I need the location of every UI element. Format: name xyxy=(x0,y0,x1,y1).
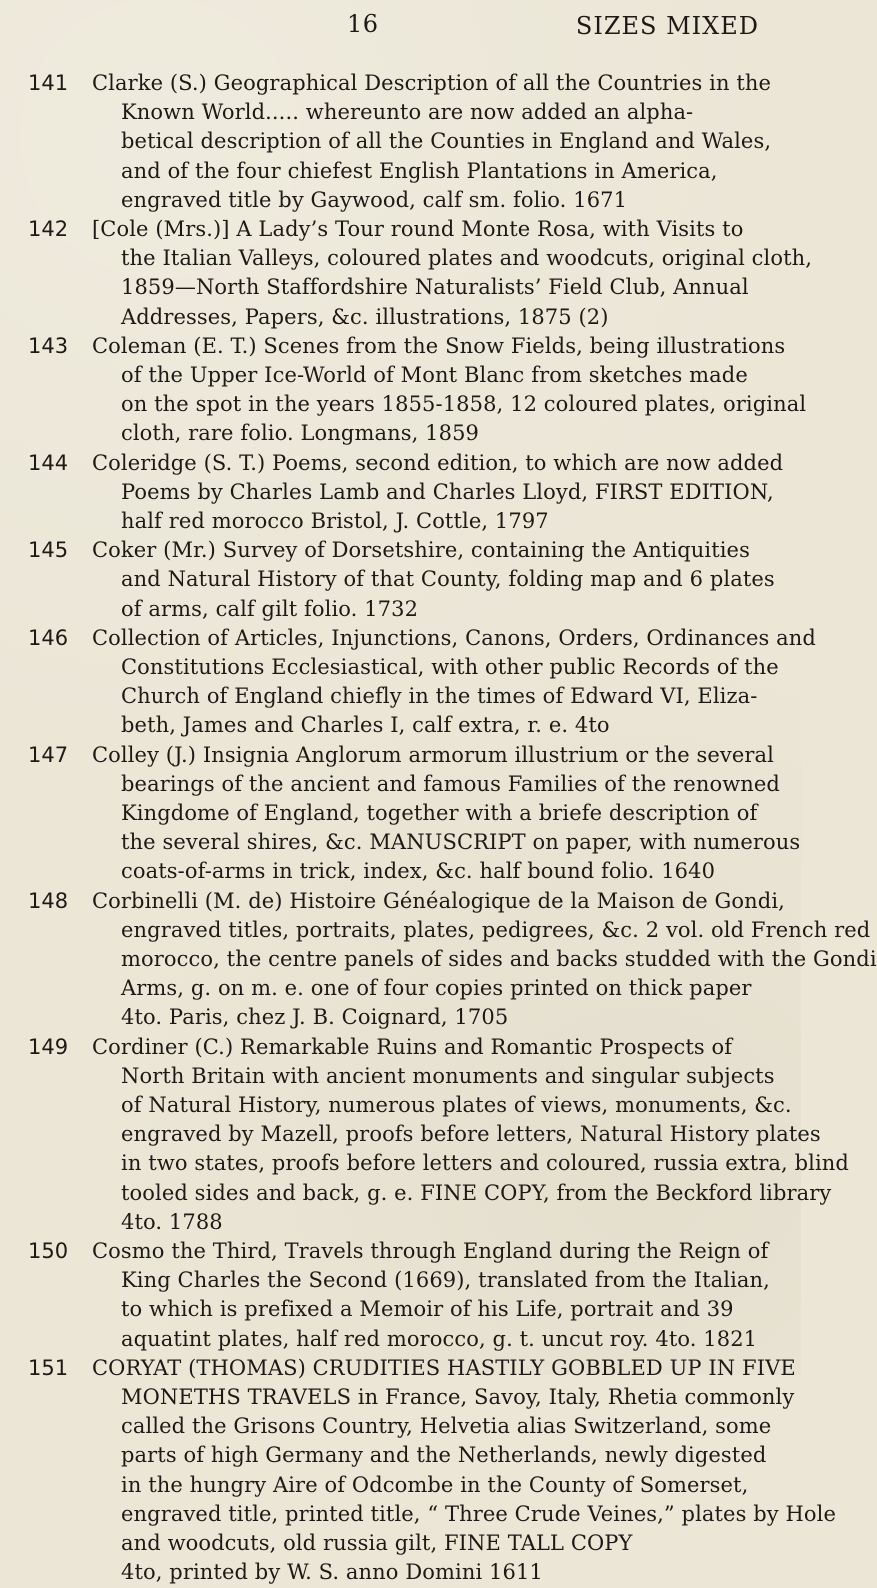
entry-line: 4to. Paris, chez J. B. Coignard, 1705 xyxy=(121,1005,509,1030)
entry-line: [Cole (Mrs.)] A Lady’s Tour round Monte Rosa, with Visits to xyxy=(92,217,744,241)
entry-line: Coleridge (S. T.) Poems, second edition, to which are now added xyxy=(92,450,784,475)
entry-line: Poems by Charles Lamb and Charles Lloyd, FIRST EDITION, xyxy=(121,479,774,504)
entry-number: 146 xyxy=(28,625,69,650)
entry-line: of the Upper Ice-World of Mont Blanc from sketches made xyxy=(121,362,748,387)
entry-number: 147 xyxy=(28,742,69,767)
entry-line: Collection of Articles, Injunctions, Canons, Orders, Ordinances and xyxy=(92,625,816,650)
entry-line: in the hungry Aire of Odcombe in the County of Somerset, xyxy=(121,1472,749,1497)
catalogue-entry xyxy=(0,1238,801,1355)
entry-line: bearings of the ancient and famous Families of the renowned xyxy=(121,771,780,796)
catalogue-entry xyxy=(0,333,807,450)
entry-line: Kingdome of England, together with a briefe description of xyxy=(121,800,758,825)
entry-line: beth, James and Charles I, calf extra, r. e. 4to xyxy=(121,713,610,738)
entry-line: and woodcuts, old russia gilt, FINE TALL COPY xyxy=(121,1530,633,1555)
entry-line: Coleman (E. T.) Scenes from the Snow Fields, being illustrations xyxy=(92,333,786,358)
entry-line: tooled sides and back, g. e. FINE COPY, from the Beckford library xyxy=(121,1180,832,1205)
entry-line: aquatint plates, half red morocco, g. t. uncut roy. 4to. 1821 xyxy=(121,1326,758,1351)
entry-line: Cordiner (C.) Remarkable Ruins and Romantic Prospects of xyxy=(92,1034,733,1059)
entry-line: Known World..... whereunto are now added an alpha- xyxy=(121,100,694,125)
entry-number: 143 xyxy=(28,333,69,358)
entry-line: Corbinelli (M. de) Histoire Généalogique de la Maison de Gondi, xyxy=(92,888,785,913)
catalogue-entry xyxy=(0,888,877,1034)
entry-line: 4to. 1788 xyxy=(121,1209,223,1234)
entry-line: engraved titles, portraits, plates, pedigrees, &c. 2 vol. old French red xyxy=(121,917,871,942)
catalogue-entry xyxy=(0,1034,849,1238)
entry-line: of Natural History, numerous plates of views, monuments, &c. xyxy=(121,1092,792,1117)
catalogue-entry xyxy=(0,216,813,333)
entry-line: coats-of-arms in trick, index, &c. half bound folio. 1640 xyxy=(121,859,716,884)
entry-line: called the Grisons Country, Helvetia alias Switzerland, some xyxy=(121,1414,772,1439)
entry-line: half red morocco Bristol, J. Cottle, 1797 xyxy=(121,508,549,533)
catalogue-entry xyxy=(0,1355,837,1588)
entry-line: Arms, g. on m. e. one of four copies printed on thick paper xyxy=(121,976,752,1001)
entry-number: 141 xyxy=(28,71,69,95)
entry-number: 144 xyxy=(28,450,69,475)
entry-line: the several shires, &c. MANUSCRIPT on paper, with numerous xyxy=(121,830,801,855)
entry-line: Colley (J.) Insignia Anglorum armorum illustrium or the several xyxy=(92,742,774,767)
entry-line: the Italian Valleys, coloured plates and woodcuts, original cloth, xyxy=(121,246,813,271)
entry-line: Addresses, Papers, &c. illustrations, 1875 (2) xyxy=(121,304,609,329)
entry-line: morocco, the centre panels of sides and backs studded with the Gondi xyxy=(121,946,877,971)
running-head: SIZES MIXED xyxy=(575,12,759,40)
entry-line: in two states, proofs before letters and coloured, russia extra, blind xyxy=(121,1151,849,1176)
entry-line: engraved title, printed title, “ Three Crude Veines,” plates by Hole xyxy=(121,1501,837,1526)
entry-line: Constitutions Ecclesiastical, with other public Records of the xyxy=(121,654,779,679)
entry-line: Coker (Mr.) Survey of Dorsetshire, containing the Antiquities xyxy=(92,538,750,563)
entry-line: betical description of all the Counties in England and Wales, xyxy=(121,129,772,154)
entry-line: and Natural History of that County, folding map and 6 plates xyxy=(121,567,775,592)
entry-line: cloth, rare folio. Longmans, 1859 xyxy=(121,421,479,446)
entry-line: Clarke (S.) Geographical Description of all the Countries in the xyxy=(92,71,772,95)
catalogue-entry xyxy=(0,625,816,742)
entry-line: CORYAT (THOMAS) CRUDITIES HASTILY GOBBLED UP IN FIVE xyxy=(92,1355,796,1380)
entry-line: parts of high Germany and the Netherlands, newly digested xyxy=(121,1443,767,1468)
entry-number: 151 xyxy=(28,1355,69,1380)
entry-line: Church of England chiefly in the times of Edward VI, Eliza- xyxy=(121,684,758,709)
entry-number: 148 xyxy=(28,888,69,913)
entry-number: 150 xyxy=(28,1239,69,1263)
entry-number: 145 xyxy=(28,538,69,563)
entry-line: on the spot in the years 1855-1858, 12 coloured plates, original xyxy=(121,392,807,417)
entry-line: King Charles the Second (1669), translated from the Italian, xyxy=(121,1268,770,1293)
catalogue-entry xyxy=(0,450,801,538)
entry-line: to which is prefixed a Memoir of his Life, portrait and 39 xyxy=(121,1297,734,1322)
entry-line: of arms, calf gilt folio. 1732 xyxy=(121,596,419,621)
entry-number: 149 xyxy=(28,1034,69,1059)
catalogue-entry xyxy=(0,537,801,625)
entry-line: and of the four chiefest English Plantations in America, xyxy=(121,158,718,183)
entry-line: engraved title by Gaywood, calf sm. folio. 1671 xyxy=(121,187,628,212)
entry-line: MONETHS TRAVELS in France, Savoy, Italy, Rhetia commonly xyxy=(121,1384,795,1409)
page-number: 16 xyxy=(347,10,379,38)
entry-line: North Britain with ancient monuments and singular subjects xyxy=(121,1063,775,1088)
entry-line: engraved by Mazell, proofs before letters, Natural History plates xyxy=(121,1122,821,1147)
entry-number: 142 xyxy=(28,217,69,241)
catalogue-entry xyxy=(0,70,801,216)
entry-line: 1859—North Staffordshire Naturalists’ Field Club, Annual xyxy=(121,275,749,300)
catalogue-entry xyxy=(0,742,801,888)
entry-line: Cosmo the Third, Travels through England during the Reign of xyxy=(92,1239,769,1263)
page-header xyxy=(0,0,801,60)
entry-line: 4to, printed by W. S. anno Domini 1611 xyxy=(121,1560,543,1585)
